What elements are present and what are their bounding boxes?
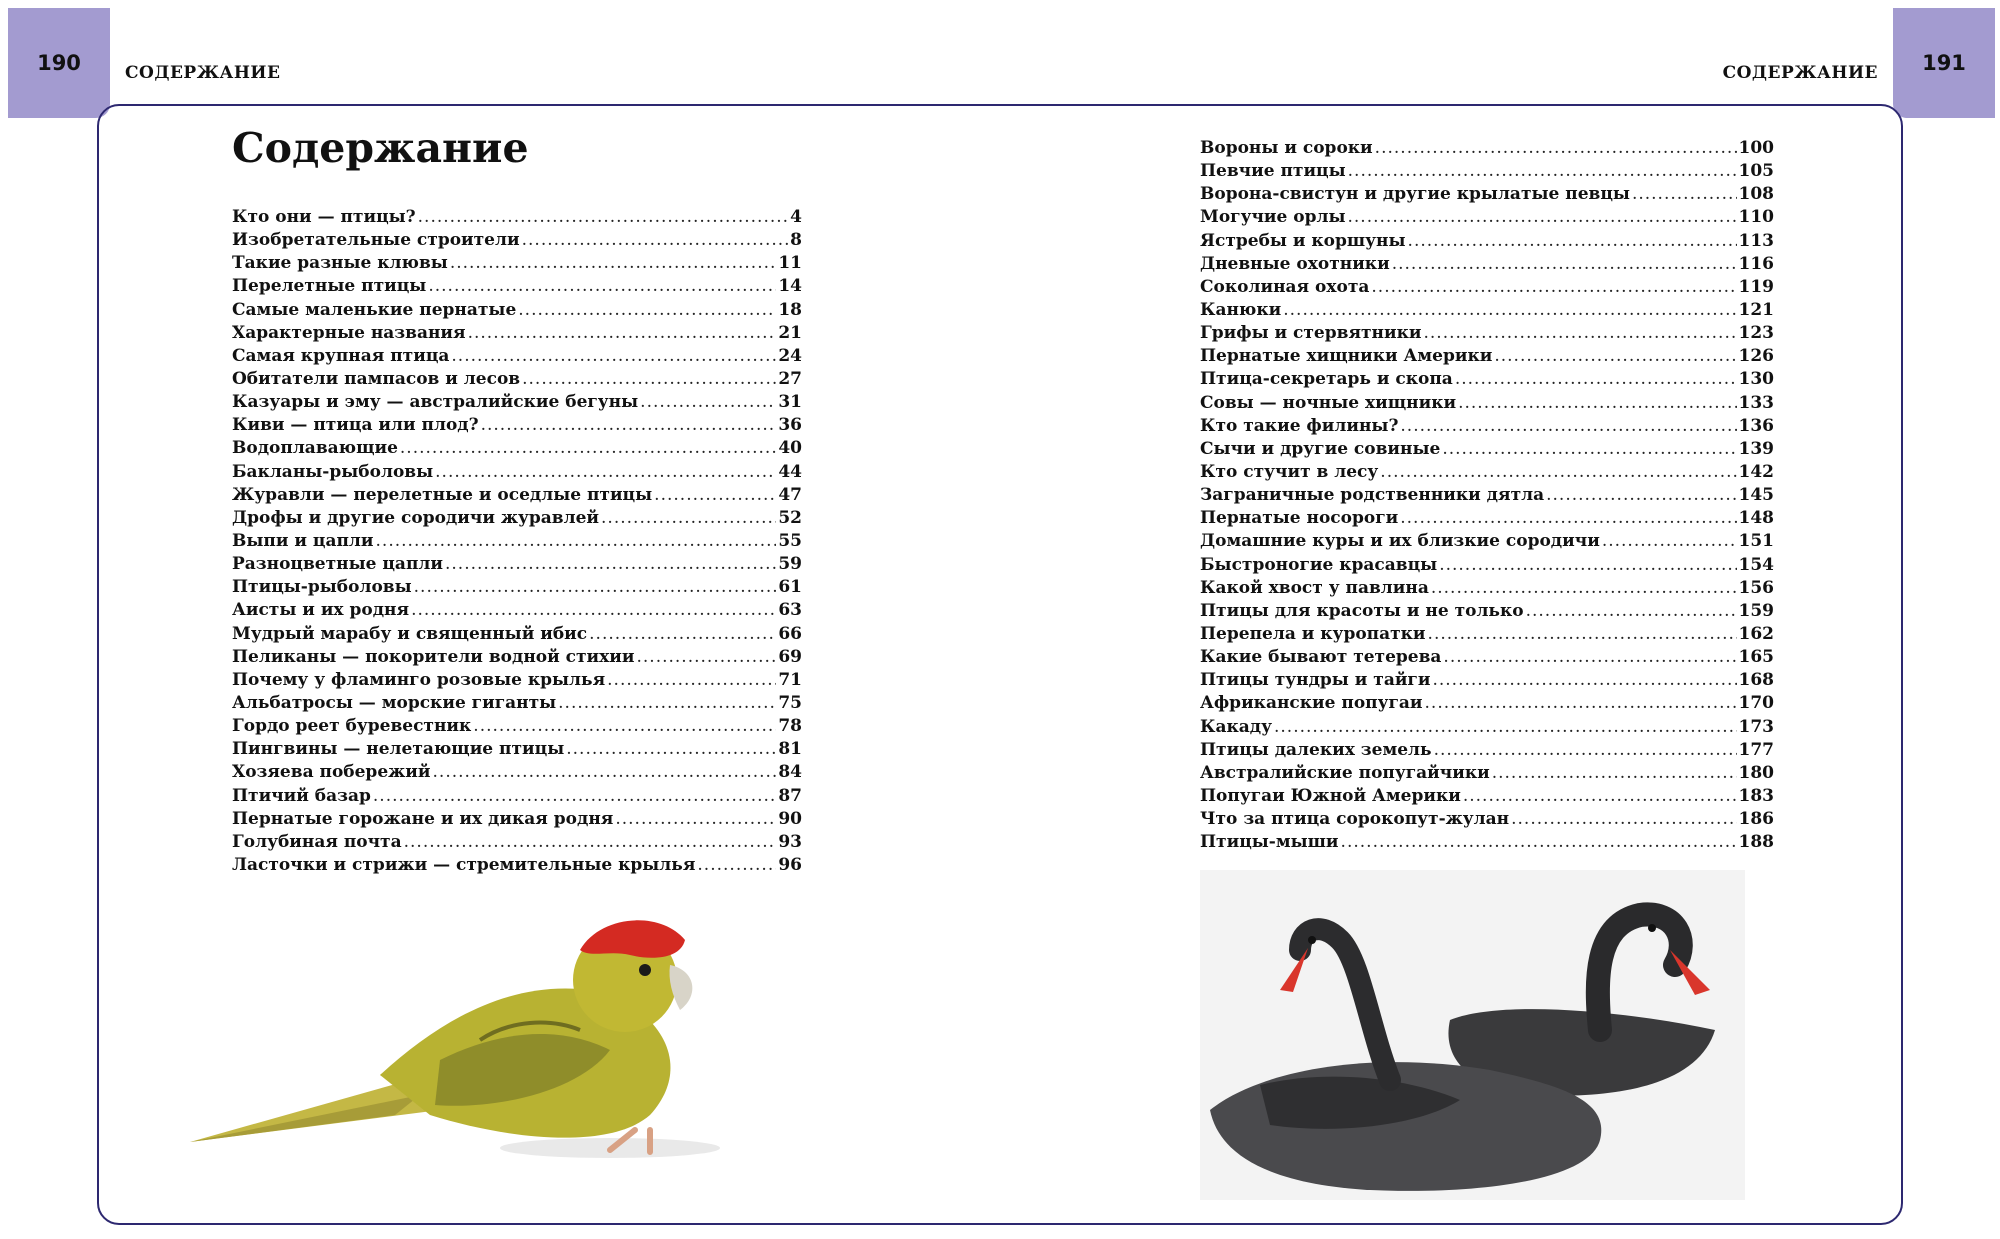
toc-entry-page: 69: [778, 646, 802, 667]
toc-entry[interactable]: [1200, 368, 1774, 391]
toc-entry-page: 145: [1738, 485, 1774, 506]
toc-entry-title: Бакланы-рыболовы: [232, 461, 434, 482]
toc-entry-title: Ласточки и стрижи — стремительные крылья: [232, 854, 696, 875]
toc-dot-leader: [468, 322, 777, 345]
toc-entry[interactable]: [232, 761, 802, 784]
toc-dot-leader: [1492, 762, 1737, 785]
toc-dot-leader: [376, 530, 777, 553]
toc-entry-title: Птицы для красоты и не только: [1200, 600, 1524, 621]
toc-dot-leader: [1546, 484, 1736, 507]
toc-entry-page: 55: [778, 530, 802, 551]
toc-dot-leader: [1511, 808, 1736, 831]
page-title: Содержание: [232, 124, 529, 172]
toc-dot-leader: [1428, 623, 1737, 646]
toc-entry[interactable]: [232, 576, 802, 599]
toc-entry-page: 75: [778, 692, 802, 713]
toc-entry-page: 139: [1738, 438, 1774, 459]
black-swans-illustration: [1200, 870, 1745, 1200]
right-running-head: СОДЕРЖАНИЕ: [1722, 63, 1878, 83]
toc-entry[interactable]: [232, 808, 802, 831]
toc-dot-leader: [1434, 739, 1737, 762]
toc-entry[interactable]: [232, 530, 802, 553]
toc-entry[interactable]: [1200, 230, 1774, 253]
toc-entry-title: Гордо реет буревестник: [232, 716, 472, 737]
toc-entry-page: 59: [778, 554, 802, 575]
toc-entry-title: Пернатые горожане и их дикая родня: [232, 808, 614, 829]
toc-entry-page: 31: [778, 392, 802, 413]
toc-entry-title: Такие разные клювы: [232, 253, 448, 274]
toc-entry-page: 96: [778, 854, 802, 875]
toc-entry-page: 105: [1738, 161, 1774, 182]
toc-entry-title: Обитатели пампасов и лесов: [232, 368, 521, 389]
toc-entry-page: 183: [1738, 785, 1774, 806]
toc-dot-leader: [522, 368, 776, 391]
toc-entry-title: Какаду: [1200, 716, 1272, 737]
toc-entry-title: Кто стучит в лесу: [1200, 461, 1379, 482]
toc-entry-page: 63: [778, 600, 802, 621]
toc-entry-title: Самые маленькие пернатые: [232, 299, 517, 320]
toc-entry-title: Пеликаны — покорители водной стихии: [232, 646, 635, 667]
toc-entry-page: 90: [778, 808, 802, 829]
toc-entry[interactable]: [232, 599, 802, 622]
toc-dot-leader: [1494, 345, 1736, 368]
toc-entry[interactable]: [232, 785, 802, 808]
toc-entry-page: 21: [778, 322, 802, 343]
toc-entry-page: 87: [778, 785, 802, 806]
toc-dot-leader: [615, 808, 776, 831]
toc-entry[interactable]: [232, 669, 802, 692]
toc-entry[interactable]: [1200, 530, 1774, 553]
toc-dot-leader: [1455, 368, 1737, 391]
toc-dot-leader: [636, 646, 776, 669]
toc-entry-title: Певчие птицы: [1200, 161, 1346, 182]
toc-entry[interactable]: [1200, 716, 1774, 739]
toc-entry[interactable]: [1200, 739, 1774, 762]
toc-entry[interactable]: [1200, 507, 1774, 530]
parrot-illustration: [180, 910, 780, 1170]
right-page-number-tab: [1893, 8, 1995, 118]
toc-dot-leader: [473, 715, 776, 738]
toc-entry-title: Голубиная почта: [232, 831, 402, 852]
toc-entry[interactable]: [1200, 276, 1774, 299]
toc-entry-title: Домашние куры и их близкие сородичи: [1200, 531, 1600, 552]
toc-entry[interactable]: [1200, 785, 1774, 808]
toc-dot-leader: [1375, 137, 1737, 160]
toc-entry[interactable]: [232, 623, 802, 646]
toc-entry-page: 61: [778, 577, 802, 598]
toc-entry-title: Заграничные родственники дятла: [1200, 485, 1545, 506]
toc-entry-page: 173: [1738, 716, 1774, 737]
toc-dot-leader: [589, 623, 776, 646]
toc-entry-title: Мудрый марабу и священный ибис: [232, 623, 588, 644]
toc-entry[interactable]: [232, 461, 802, 484]
toc-dot-leader: [1274, 716, 1737, 739]
toc-entry[interactable]: [232, 553, 802, 576]
toc-dot-leader: [640, 391, 776, 414]
toc-dot-leader: [1443, 646, 1736, 669]
toc-entry-page: 66: [778, 623, 802, 644]
toc-entry-title: Казуары и эму — австралийские бегуны: [232, 392, 639, 413]
toc-entry-page: 71: [778, 669, 802, 690]
toc-entry-page: 52: [778, 507, 802, 528]
toc-entry-page: 116: [1738, 253, 1774, 274]
toc-entry-title: Птичий базар: [232, 785, 371, 806]
toc-dot-leader: [428, 275, 776, 298]
toc-entry-page: 121: [1738, 299, 1774, 320]
toc-entry-page: 151: [1738, 531, 1774, 552]
toc-entry-page: 177: [1738, 739, 1774, 760]
toc-entry-title: Попугаи Южной Америки: [1200, 785, 1461, 806]
toc-dot-leader: [418, 206, 789, 229]
toc-entry[interactable]: [232, 345, 802, 368]
toc-entry-title: Птицы-мыши: [1200, 832, 1339, 853]
toc-entry-title: Журавли — перелетные и оседлые птицы: [232, 484, 653, 505]
toc-dot-leader: [433, 761, 777, 784]
toc-right-column: [1200, 137, 1774, 854]
toc-entry-title: Дневные охотники: [1200, 253, 1390, 274]
toc-entry[interactable]: [232, 391, 802, 414]
left-page-number: 190: [37, 51, 81, 75]
toc-entry[interactable]: [1200, 345, 1774, 368]
toc-entry[interactable]: [1200, 623, 1774, 646]
toc-dot-leader: [654, 484, 776, 507]
toc-dot-leader: [1425, 692, 1737, 715]
toc-entry-title: Пингвины — нелетающие птицы: [232, 739, 565, 760]
toc-dot-leader: [558, 692, 776, 715]
toc-entry[interactable]: [1200, 484, 1774, 507]
toc-entry-title: Кто такие филины?: [1200, 415, 1399, 436]
toc-dot-leader: [1602, 530, 1737, 553]
toc-entry-title: Кто они — птицы?: [232, 207, 416, 227]
toc-entry-title: Ястребы и коршуны: [1200, 230, 1406, 251]
toc-entry[interactable]: [232, 275, 802, 298]
toc-entry[interactable]: [232, 854, 802, 877]
toc-dot-leader: [1458, 392, 1736, 415]
toc-dot-leader: [1348, 160, 1737, 183]
toc-dot-leader: [435, 461, 776, 484]
toc-entry-title: Грифы и стервятники: [1200, 323, 1422, 344]
toc-entry-title: Быстроногие красавцы: [1200, 554, 1438, 575]
toc-dot-leader: [1463, 785, 1737, 808]
toc-entry-page: 130: [1738, 369, 1774, 390]
toc-entry-title: Альбатросы — морские гиганты: [232, 692, 557, 713]
toc-entry[interactable]: [232, 414, 802, 437]
toc-entry-page: 159: [1738, 600, 1774, 621]
toc-entry-page: 78: [778, 716, 802, 737]
toc-entry-page: 24: [778, 345, 802, 366]
toc-entry[interactable]: [1200, 206, 1774, 229]
toc-dot-leader: [1408, 230, 1737, 253]
toc-entry-page: 133: [1738, 392, 1774, 413]
toc-entry[interactable]: [232, 437, 802, 460]
toc-entry[interactable]: [232, 252, 802, 275]
toc-entry-title: Ворона-свистун и другие крылатые певцы: [1200, 184, 1630, 205]
toc-entry-page: 8: [790, 230, 802, 251]
left-page-number-tab: [8, 8, 110, 118]
toc-entry-title: Могучие орлы: [1200, 207, 1346, 228]
toc-entry-page: 11: [778, 253, 802, 274]
toc-dot-leader: [1526, 600, 1737, 623]
toc-entry[interactable]: [1200, 600, 1774, 623]
toc-entry-title: Выпи и цапли: [232, 530, 374, 551]
toc-entry-page: 36: [778, 415, 802, 436]
toc-entry-title: Перепела и куропатки: [1200, 623, 1426, 644]
toc-entry-page: 93: [778, 831, 802, 852]
toc-entry-page: 154: [1738, 554, 1774, 575]
toc-entry-title: Какие бывают тетерева: [1200, 647, 1442, 668]
toc-entry-title: Африканские попугаи: [1200, 693, 1423, 714]
toc-entry[interactable]: [232, 368, 802, 391]
toc-entry-page: 123: [1738, 323, 1774, 344]
toc-dot-leader: [697, 854, 776, 877]
toc-entry[interactable]: [1200, 808, 1774, 831]
toc-dot-leader: [1341, 831, 1737, 854]
toc-entry-title: Характерные названия: [232, 322, 466, 343]
toc-dot-leader: [1380, 461, 1736, 484]
toc-entry[interactable]: [1200, 137, 1774, 160]
toc-dot-leader: [1432, 669, 1736, 692]
toc-entry[interactable]: [232, 206, 802, 229]
toc-entry-title: Почему у фламинго розовые крылья: [232, 669, 606, 690]
toc-entry[interactable]: [1200, 692, 1774, 715]
toc-entry[interactable]: [1200, 831, 1774, 854]
toc-entry-page: 18: [778, 299, 802, 320]
toc-dot-leader: [450, 252, 777, 275]
toc-entry-title: Пернатые носороги: [1200, 508, 1399, 529]
toc-dot-leader: [481, 414, 777, 437]
toc-entry-page: 156: [1738, 577, 1774, 598]
toc-entry[interactable]: [1200, 669, 1774, 692]
toc-entry-title: Перелетные птицы: [232, 276, 427, 297]
toc-entry[interactable]: [232, 692, 802, 715]
toc-entry-title: Птицы далеких земель: [1200, 739, 1432, 760]
toc-dot-leader: [411, 599, 776, 622]
toc-dot-leader: [404, 831, 777, 854]
toc-dot-leader: [601, 507, 776, 530]
toc-entry[interactable]: [1200, 183, 1774, 206]
toc-entry-title: Киви — птица или плод?: [232, 415, 479, 436]
toc-entry-page: 126: [1738, 346, 1774, 367]
toc-dot-leader: [414, 576, 777, 599]
toc-entry[interactable]: [1200, 392, 1774, 415]
toc-entry[interactable]: [1200, 577, 1774, 600]
toc-entry[interactable]: [1200, 762, 1774, 785]
toc-entry-page: 108: [1738, 184, 1774, 205]
toc-entry-title: Изобретательные строители: [232, 230, 520, 251]
toc-entry-title: Австралийские попугайчики: [1200, 762, 1490, 783]
toc-entry-title: Птицы тундры и тайги: [1200, 670, 1431, 691]
toc-dot-leader: [1431, 577, 1737, 600]
toc-entry-page: 27: [778, 368, 802, 389]
toc-entry-page: 4: [790, 207, 802, 227]
toc-entry-title: Какой хвост у павлина: [1200, 577, 1429, 598]
toc-dot-leader: [1348, 206, 1737, 229]
toc-dot-leader: [1632, 183, 1737, 206]
toc-entry-page: 113: [1738, 230, 1774, 251]
toc-dot-leader: [1442, 438, 1736, 461]
toc-dot-leader: [451, 345, 776, 368]
toc-entry-title: Хозяева побережий: [232, 762, 431, 783]
toc-entry-title: Дрофы и другие сородичи журавлей: [232, 507, 600, 528]
toc-entry-page: 188: [1738, 832, 1774, 853]
toc-entry-page: 180: [1738, 762, 1774, 783]
toc-entry-page: 40: [778, 438, 802, 459]
toc-entry[interactable]: [1200, 160, 1774, 183]
toc-entry[interactable]: [232, 229, 802, 252]
toc-entry[interactable]: [232, 738, 802, 761]
toc-entry-title: Соколиная охота: [1200, 276, 1370, 297]
toc-entry-title: Птица-секретарь и скопа: [1200, 369, 1453, 390]
toc-dot-leader: [1423, 322, 1736, 345]
toc-entry-page: 142: [1738, 461, 1774, 482]
toc-entry-title: Самая крупная птица: [232, 345, 450, 366]
toc-entry-title: Пернатые хищники Америки: [1200, 346, 1493, 367]
toc-entry[interactable]: [1200, 253, 1774, 276]
toc-entry-page: 170: [1738, 693, 1774, 714]
toc-entry[interactable]: [232, 484, 802, 507]
toc-dot-leader: [445, 553, 776, 576]
toc-entry-page: 14: [778, 276, 802, 297]
toc-entry[interactable]: [1200, 438, 1774, 461]
toc-dot-leader: [1392, 253, 1737, 276]
toc-entry-title: Что за птица сорокопут-жулан: [1200, 809, 1510, 830]
toc-left-column: [232, 206, 802, 877]
toc-entry-page: 81: [778, 739, 802, 760]
toc-dot-leader: [1400, 507, 1736, 530]
toc-entry-page: 136: [1738, 415, 1774, 436]
toc-dot-leader: [1371, 276, 1736, 299]
toc-dot-leader: [518, 299, 776, 322]
toc-entry[interactable]: [232, 831, 802, 854]
toc-entry[interactable]: [1200, 461, 1774, 484]
toc-entry[interactable]: [232, 299, 802, 322]
toc-entry-page: 44: [778, 461, 802, 482]
toc-entry[interactable]: [232, 322, 802, 345]
toc-dot-leader: [607, 669, 776, 692]
toc-entry-title: Птицы-рыболовы: [232, 577, 412, 598]
toc-entry-page: 162: [1738, 623, 1774, 644]
toc-entry-title: Разноцветные цапли: [232, 554, 443, 575]
toc-entry-title: Сычи и другие совиные: [1200, 438, 1441, 459]
toc-dot-leader: [373, 785, 776, 808]
toc-entry[interactable]: [1200, 322, 1774, 345]
toc-entry-page: 165: [1738, 647, 1774, 668]
toc-entry-page: 110: [1738, 207, 1774, 228]
toc-dot-leader: [1283, 299, 1736, 322]
toc-entry-title: Водоплавающие: [232, 438, 398, 459]
toc-entry-title: Канюки: [1200, 299, 1282, 320]
toc-entry-page: 84: [778, 762, 802, 783]
toc-entry-page: 47: [778, 484, 802, 505]
toc-dot-leader: [566, 738, 776, 761]
toc-entry-page: 119: [1738, 276, 1774, 297]
toc-entry[interactable]: [1200, 646, 1774, 669]
toc-dot-leader: [1439, 554, 1736, 577]
left-running-head: СОДЕРЖАНИЕ: [125, 63, 281, 83]
toc-entry-page: 168: [1738, 670, 1774, 691]
toc-entry-page: 186: [1738, 809, 1774, 830]
toc-dot-leader: [522, 229, 789, 252]
right-page-number: 191: [1922, 51, 1966, 75]
toc-entry[interactable]: [232, 646, 802, 669]
toc-entry-title: Вороны и сороки: [1200, 138, 1373, 158]
toc-entry[interactable]: [232, 507, 802, 530]
toc-entry-title: Совы — ночные хищники: [1200, 392, 1457, 413]
toc-entry[interactable]: [1200, 554, 1774, 577]
toc-entry-title: Аисты и их родня: [232, 600, 410, 621]
toc-entry[interactable]: [1200, 415, 1774, 438]
toc-entry[interactable]: [232, 715, 802, 738]
toc-dot-leader: [1400, 415, 1736, 438]
toc-entry-page: 100: [1738, 138, 1774, 158]
toc-dot-leader: [400, 437, 776, 460]
toc-entry[interactable]: [1200, 299, 1774, 322]
toc-entry-page: 148: [1738, 508, 1774, 529]
